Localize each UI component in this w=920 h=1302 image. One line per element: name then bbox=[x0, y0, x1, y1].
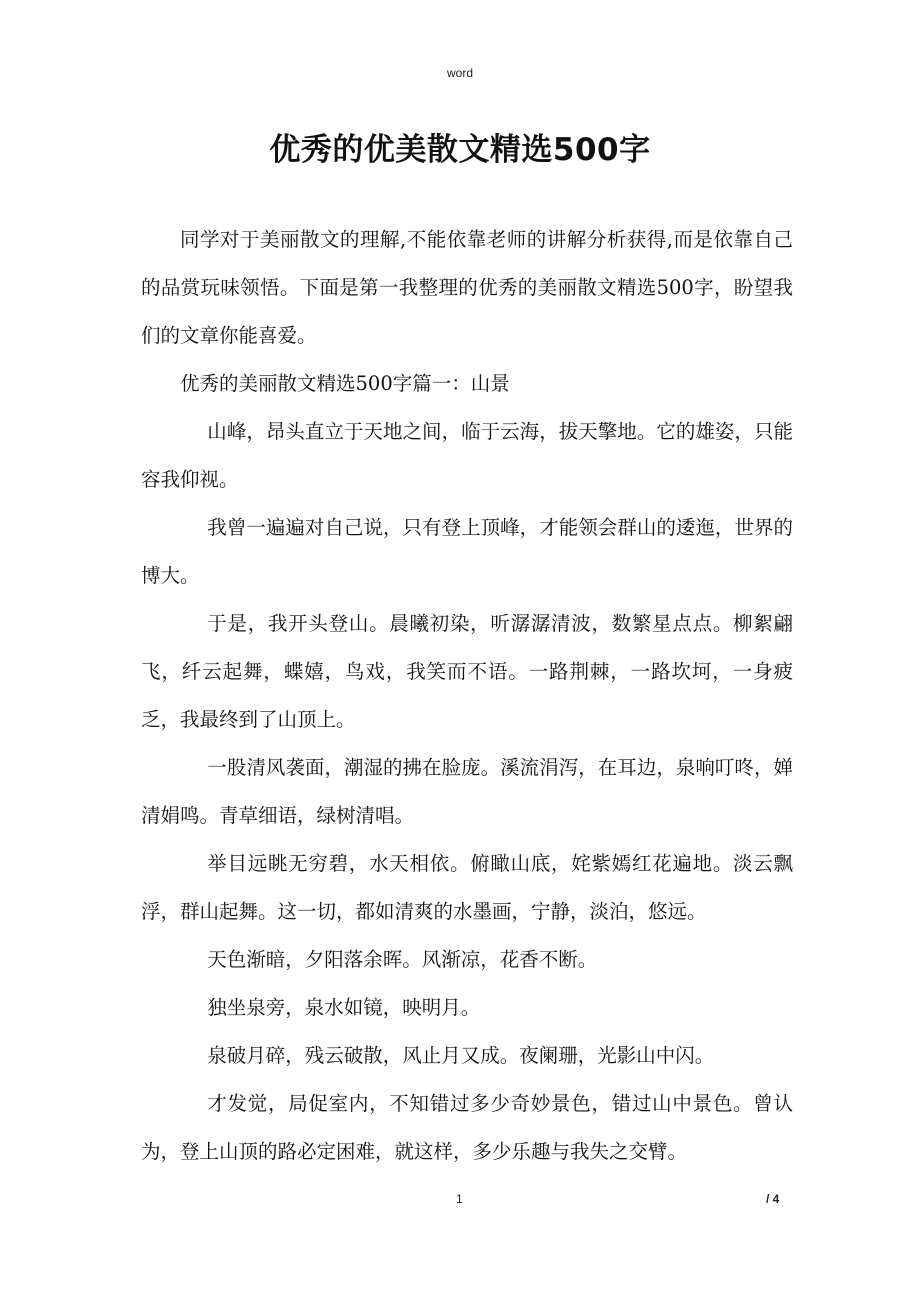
paragraph-breeze: 一股清风袭面，潮湿的拂在脸庞。溪流涓泻，在耳边，泉响叮咚，婵清娟鸣。青草细语，绿树清唱。 bbox=[141, 756, 793, 827]
paragraph-summit-thought: 我曾一遍遍对自己说，只有登上顶峰，才能领会群山的逶迤，世界的博大。 bbox=[141, 516, 793, 587]
page-number: 1 bbox=[456, 1192, 463, 1206]
paragraph-dusk: 天色渐暗，夕阳落余晖。风渐凉，花香不断。 bbox=[207, 948, 598, 971]
paragraph-climbing: 于是，我开头登山。晨曦初染，听潺潺清波，数繁星点点。柳絮翩飞，纤云起舞，蝶嬉，鸟戏，我笑而不语。一路荆棘，一路坎坷，一身疲乏，我最终到了山顶上。 bbox=[141, 612, 793, 731]
paragraph-view: 举目远眺无穷碧，水天相依。俯瞰山底，姹紫嫣红花遍地。淡云飘浮，群山起舞。这一切，都如清爽的水墨画，宁静，淡泊，悠远。 bbox=[141, 852, 793, 923]
document-body bbox=[141, 216, 793, 1176]
section-heading: 优秀的美丽散文精选500字篇一：山景 bbox=[180, 372, 510, 395]
document-title: 优秀的优美散文精选500字 bbox=[269, 132, 651, 168]
paragraph-realization: 才发觉，局促室内，不知错过多少奇妙景色，错过山中景色。曾认为，登上山顶的路必定困难，就这样，多少乐趣与我失之交臂。 bbox=[141, 1092, 793, 1163]
page-total: / 4 bbox=[766, 1192, 780, 1206]
paragraph-spring: 独坐泉旁，泉水如镜，映明月。 bbox=[207, 996, 481, 1019]
intro-paragraph: 同学对于美丽散文的理解,不能依靠老师的讲解分析获得,而是依靠自己的品赏玩味领悟。下面是第一我整理的优秀的美丽散文精选500字，盼望我们的文章你能喜爱。 bbox=[141, 228, 793, 347]
paragraph-moon: 泉破月碎，残云破散，风止月又成。夜阑珊，光影山中闪。 bbox=[207, 1044, 715, 1067]
header-label: word bbox=[446, 66, 473, 80]
paragraph-mountain-peak: 山峰，昂头直立于天地之间，临于云海，拔天擎地。它的雄姿，只能容我仰视。 bbox=[141, 420, 793, 491]
